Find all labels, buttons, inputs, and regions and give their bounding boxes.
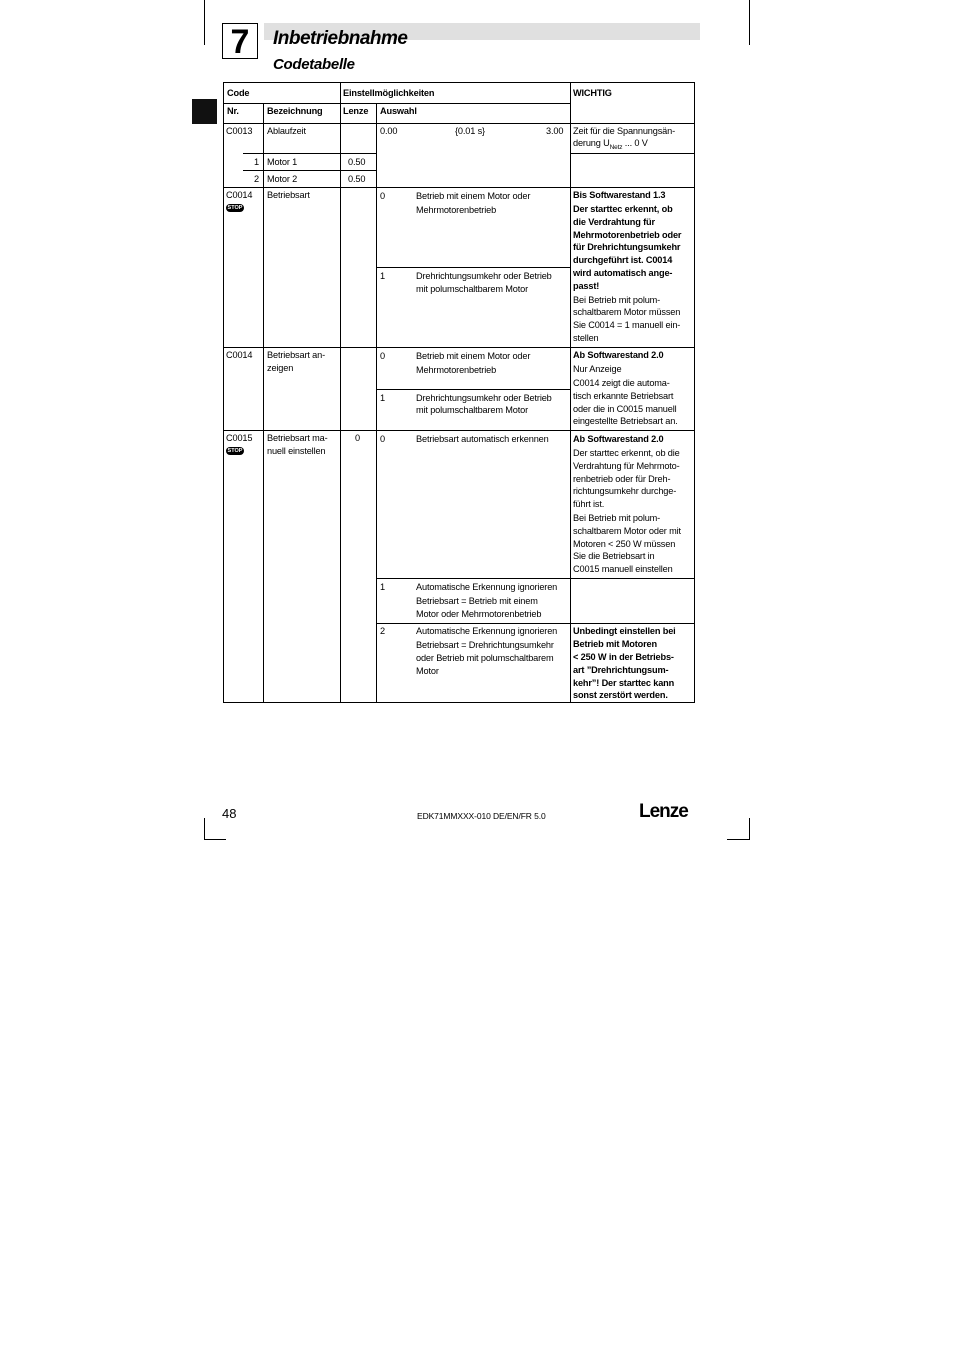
option-value: 1 [380,393,385,403]
note-text: schaltbarem Motor oder mit [573,526,681,536]
page-subtitle: Codetabelle [273,56,355,73]
range-step: {0.01 s} [455,126,485,136]
option-text: Betrieb mit einem Motor oder [416,191,531,201]
code-cell: C0014 [226,350,253,360]
crop-mark [204,0,205,45]
option-text: oder Betrieb mit polumschaltbarem [416,653,554,663]
note-text: Bei Betrieb mit polum- [573,295,661,305]
note-cell [573,137,648,154]
row-line [376,267,570,268]
designation-cell: Betriebsart [267,190,310,200]
option-text: mit polumschaltbarem Motor [416,284,529,294]
note-text: Ab Softwarestand 2.0 [573,350,664,360]
note-text: kehr”! Der starttec kann [573,678,675,688]
option-text: Motor oder Mehrmotorenbetrieb [416,609,542,619]
code-cell: C0014 [226,190,253,200]
header-selection: Auswahl [380,106,417,116]
range-min: 0.00 [380,126,398,136]
note-text: Der starttec erkennt, ob [573,204,673,214]
designation-cell: Betriebsart ma- [267,433,328,443]
lenze-logo: Lenze [639,801,688,822]
col-line [570,83,571,703]
designation-cell: zeigen [267,363,294,373]
crop-mark [727,839,750,840]
note-text: schaltbarem Motor müssen [573,307,681,317]
note-text: Ab Softwarestand 2.0 [573,434,664,444]
note-text: C0014 zeigt die automa- [573,378,670,388]
option-text: Motor [416,666,439,676]
col-line [263,103,264,703]
note-text: tisch erkannte Betriebsart [573,391,674,401]
row-line [224,187,695,188]
option-value: 0 [380,434,385,444]
option-text: Drehrichtungsumkehr oder Betrieb [416,271,552,281]
note-text: Motoren < 250 W müssen [573,539,676,549]
row-line [224,347,695,348]
row-line [376,578,695,579]
chapter-number: 7 [222,23,258,59]
note-text: die Verdrahtung für [573,217,655,227]
sub-nr: 2 [254,174,259,184]
col-line [340,83,341,703]
option-text: Automatische Erkennung ignorieren [416,582,558,592]
header-important: WICHTIG [573,88,612,98]
crop-mark [204,818,205,840]
header-designation: Bezeichnung [267,106,323,116]
sub-nr: 1 [254,157,259,167]
stop-icon: STOP [227,448,243,454]
note-text: renbetrieb oder für Dreh- [573,474,671,484]
option-text: Betriebsart = Betrieb mit einem [416,596,538,606]
note-text: oder die in C0015 manuell [573,404,677,414]
note-text: art ”Drehrichtungsum- [573,665,669,675]
designation-cell: Ablaufzeit [267,126,306,136]
code-cell: C0015 [226,433,253,443]
option-text: Betrieb mit einem Motor oder [416,351,531,361]
note-text: eingestellte Betriebsart an. [573,416,678,426]
note-text: Sie C0014 = 1 manuell ein- [573,320,681,330]
note-text: Unbedingt einstellen bei [573,626,676,636]
option-value: 0 [380,351,385,361]
page-number: 48 [222,806,237,821]
option-text: Automatische Erkennung ignorieren [416,626,558,636]
designation-cell: nuell einstellen [267,446,326,456]
code-table [223,82,695,703]
option-value: 1 [380,582,385,592]
option-value: 0 [380,191,385,201]
note-text: stellen [573,333,599,343]
row-line [243,170,377,171]
note-text: Betrieb mit Motoren [573,639,657,649]
chapter-tab-marker [192,99,217,124]
note-text: C0015 manuell einstellen [573,564,673,574]
lenze-cell: 0 [355,433,360,443]
col-line [376,103,377,703]
option-text: Mehrmotorenbetrieb [416,365,497,375]
document-id: EDK71MMXXX-010 DE/EN/FR 5.0 [417,811,546,821]
stop-icon: STOP [227,205,243,211]
note-text: führt ist. [573,499,605,509]
option-text: mit polumschaltbarem Motor [416,405,529,415]
option-text: Betriebsart automatisch erkennen [416,434,549,444]
note-text: durchgeführt ist. C0014 [573,255,673,265]
note-text: ... 0 V [622,138,648,148]
note-text: passt! [573,281,600,291]
header-settings: Einstellmöglichkeiten [343,88,435,98]
option-text: Betriebsart = Drehrichtungsumkehr [416,640,554,650]
page-title: Inbetriebnahme [273,28,408,49]
note-text: Bei Betrieb mit polum- [573,513,661,523]
row-line [224,103,570,104]
note-text: wird automatisch ange- [573,268,673,278]
note-text: für Drehrichtungsumkehr [573,242,681,252]
row-line [376,623,695,624]
option-text: Drehrichtungsumkehr oder Betrieb [416,393,552,403]
crop-mark [204,839,226,840]
note-text: Nur Anzeige [573,364,622,374]
note-text: derung U [573,138,610,148]
sub-lenze: 0.50 [348,174,366,184]
header-code: Code [227,88,250,98]
note-text: Sie die Betriebsart in [573,551,655,561]
note-text: sonst zerstört werden. [573,690,668,700]
note-text: Verdrahtung für Mehrmoto- [573,461,680,471]
option-value: 1 [380,271,385,281]
sub-lenze: 0.50 [348,157,366,167]
sub-designation: Motor 1 [267,157,298,167]
note-text: Bis Softwarestand 1.3 [573,190,666,200]
designation-cell: Betriebsart an- [267,350,326,360]
note-cell: Zeit für die Spannungsän- [573,126,675,136]
header-nr: Nr. [227,106,239,116]
note-text: richtungsumkehr durchge- [573,486,677,496]
crop-mark [749,0,750,45]
code-cell: C0013 [226,126,253,136]
crop-mark [749,818,750,840]
row-line [243,153,377,154]
option-text: Mehrmotorenbetrieb [416,205,497,215]
header-lenze: Lenze [343,106,369,116]
row-line [224,123,695,124]
note-text: Der starttec erkennt, ob die [573,448,680,458]
option-value: 2 [380,626,385,636]
note-text: Mehrmotorenbetrieb oder [573,230,682,240]
row-line [376,389,570,390]
note-text: < 250 W in der Betriebs- [573,652,674,662]
row-line [224,430,695,431]
sub-designation: Motor 2 [267,174,298,184]
range-max: 3.00 [546,126,564,136]
note-subscript: Netz [609,143,623,151]
